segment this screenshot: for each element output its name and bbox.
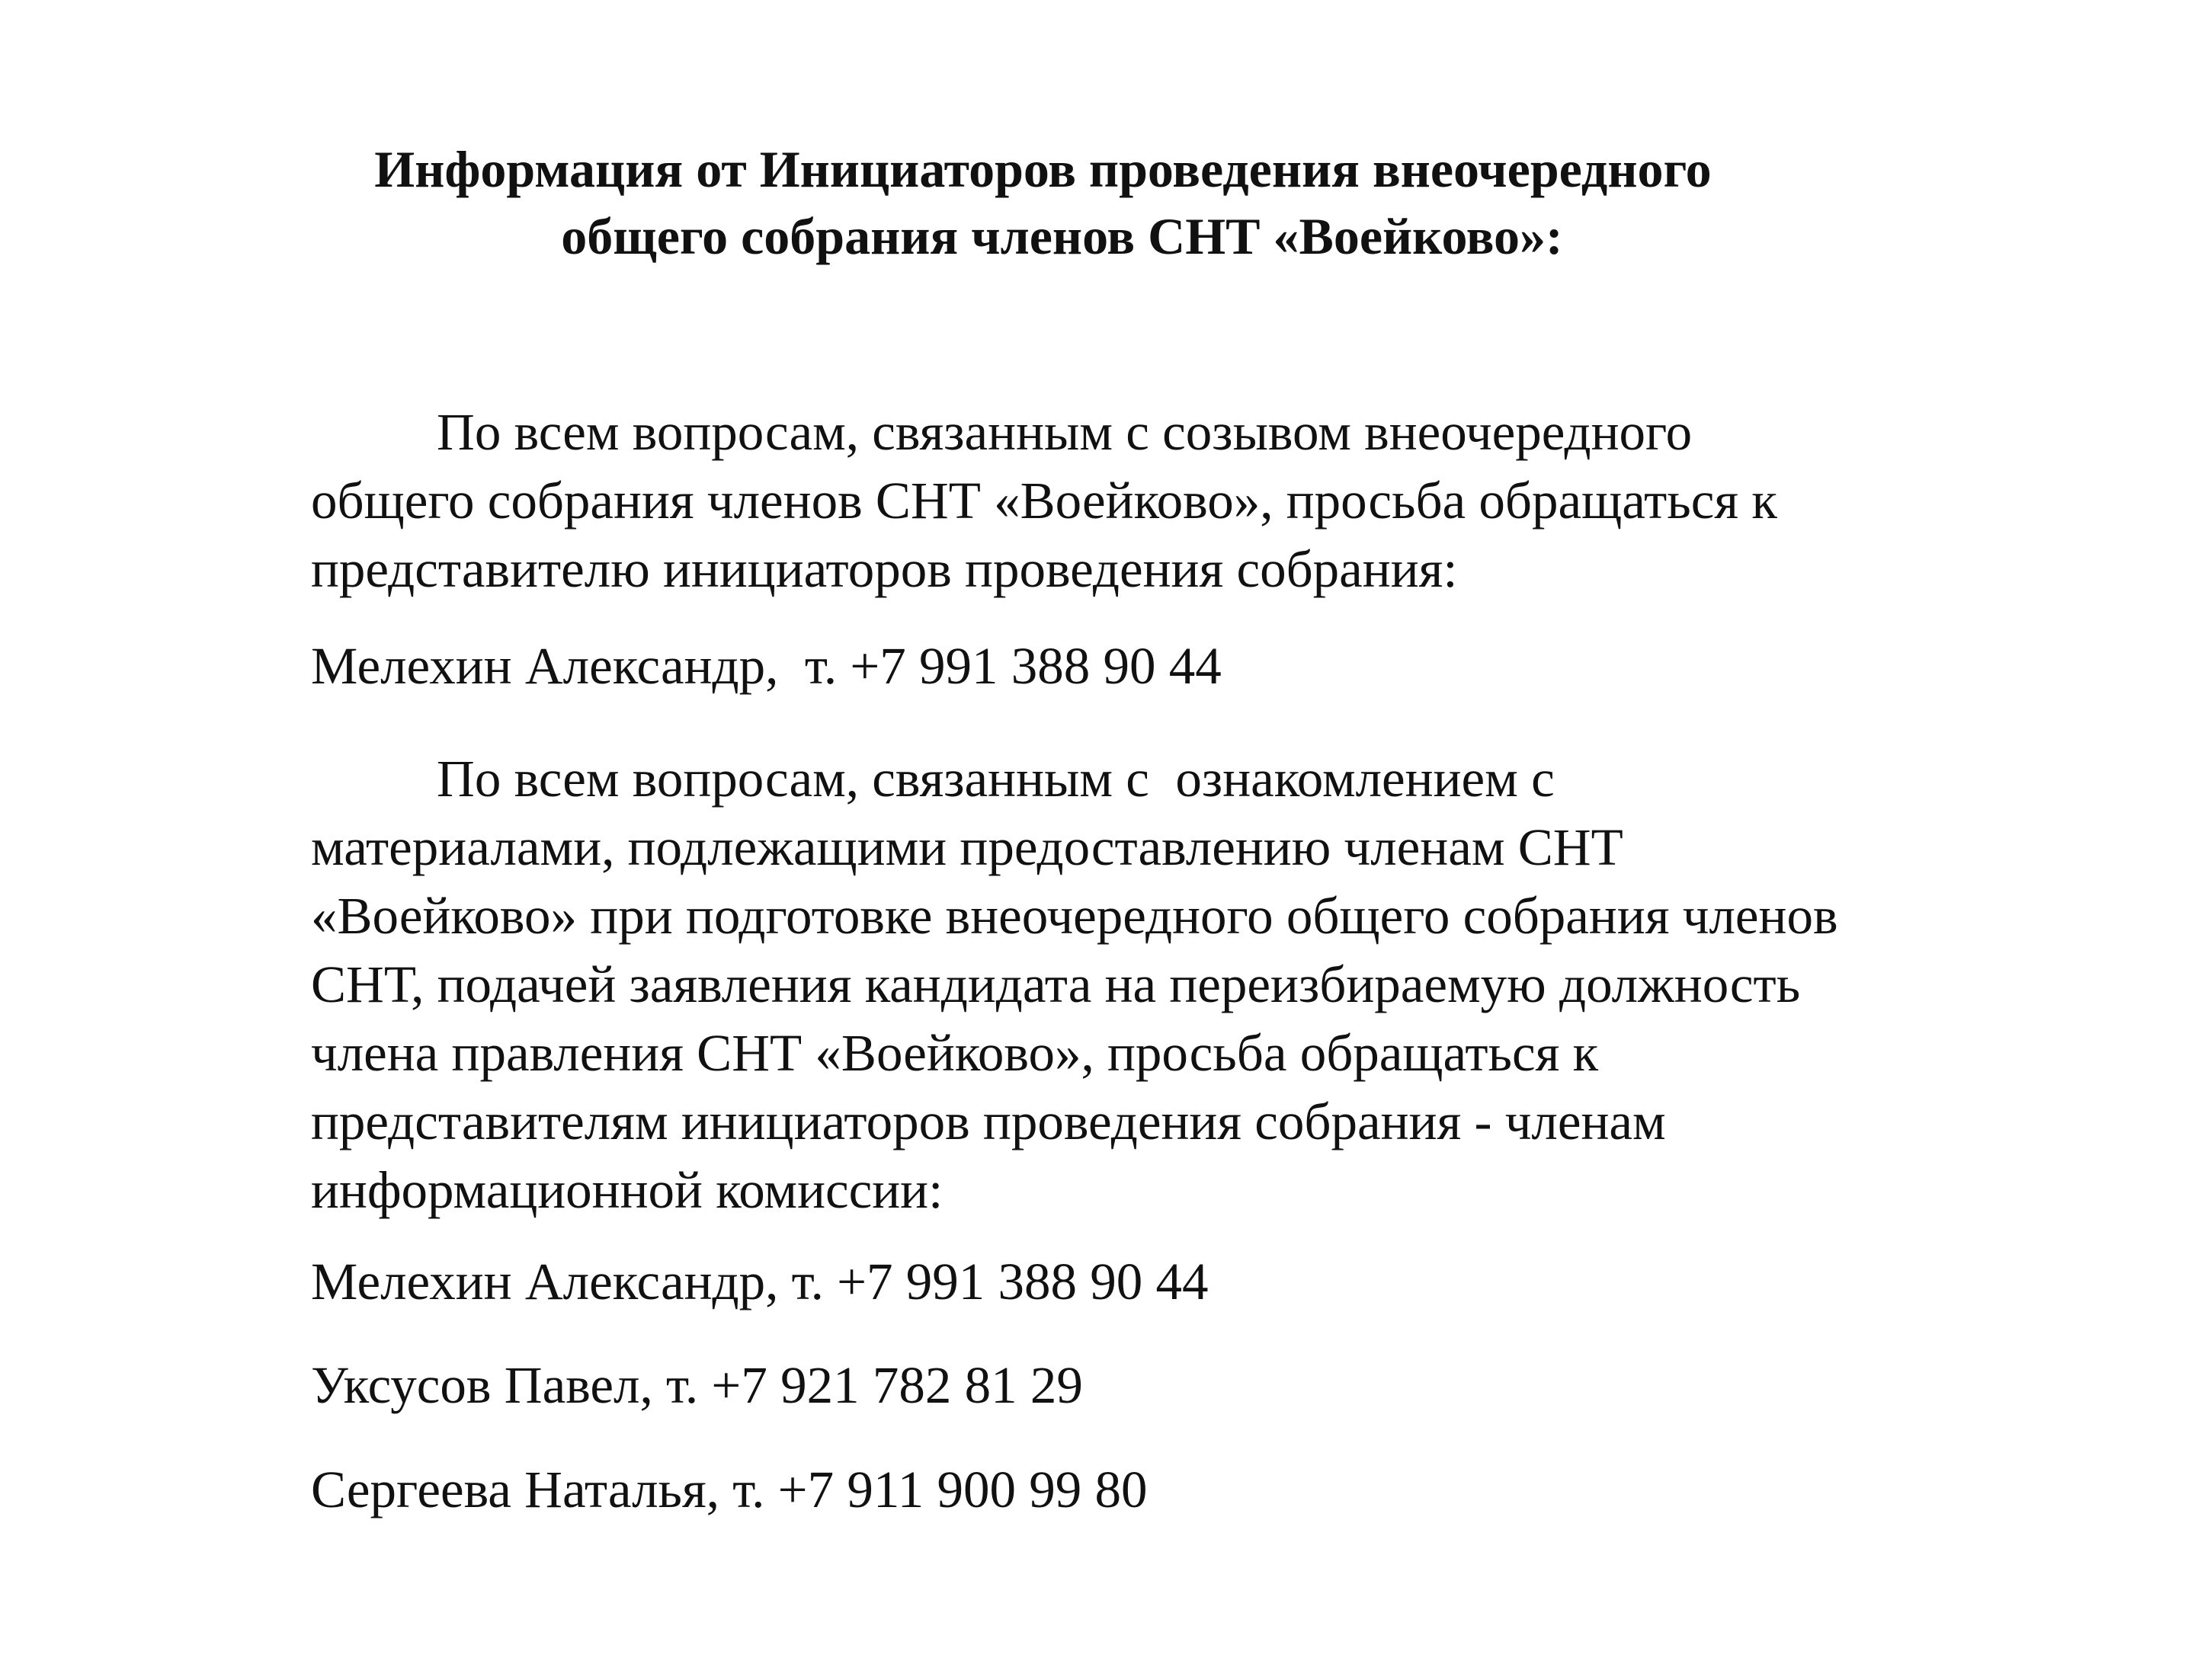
contact-representative: Мелехин Александр, т. +7 991 388 90 44 bbox=[311, 637, 1222, 695]
document-title bbox=[0, 136, 2185, 270]
contact-commission-member: Уксусов Павел, т. +7 921 782 81 29 bbox=[311, 1356, 1083, 1414]
paragraph-materials bbox=[311, 744, 2064, 1224]
contact-commission-member: Мелехин Александр, т. +7 991 388 90 44 bbox=[311, 1253, 1209, 1310]
paragraph-line: члена правления СНТ «Воейково», просьба обращаться к bbox=[311, 1024, 1599, 1082]
paragraph-line: представителю инициаторов проведения собрания: bbox=[311, 540, 1458, 598]
paragraph-line: По всем вопросам, связанным с ознакомлением с bbox=[437, 750, 1555, 808]
paragraph-line: По всем вопросам, связанным с созывом внеочередного bbox=[437, 403, 1693, 461]
paragraph-convocation bbox=[311, 398, 2064, 603]
paragraph-line: информационной комиссии: bbox=[311, 1161, 944, 1219]
contact-commission-member: Сергеева Наталья, т. +7 911 900 99 80 bbox=[311, 1461, 1148, 1518]
paragraph-line: «Воейково» при подготовке внеочередного общего собрания членов bbox=[311, 887, 1838, 945]
paragraph-line: общего собрания членов СНТ «Воейково», просьба обращаться к bbox=[311, 472, 1777, 530]
title-line-1: Информация от Инициаторов проведения внеочередного bbox=[374, 140, 1712, 198]
paragraph-line: материалами, подлежащими предоставлению членам СНТ bbox=[311, 818, 1623, 876]
title-line-2: общего собрания членов СНТ «Воейково»: bbox=[561, 207, 1563, 265]
paragraph-line: представителям инициаторов проведения собрания - членам bbox=[311, 1093, 1666, 1150]
paragraph-line: СНТ, подачей заявления кандидата на переизбираемую должность bbox=[311, 955, 1801, 1013]
